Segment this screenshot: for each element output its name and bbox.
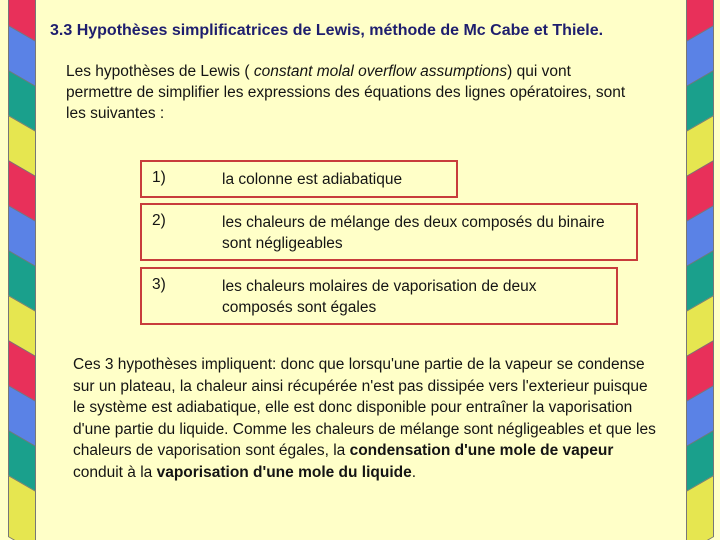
hypothesis-text: la colonne est adiabatique <box>222 171 403 188</box>
page-title: 3.3 Hypothèses simplificatrices de Lewis, méthode de Mc Cabe et Thiele. <box>50 22 604 39</box>
right-decorative-border <box>676 0 720 540</box>
left-decorative-border <box>0 0 44 540</box>
hypothesis-text: les chaleurs de mélange des deux composés du binaire sont négligeables <box>222 214 605 252</box>
hypothesis-number: 3) <box>152 276 166 293</box>
hypothesis-box-1 <box>140 160 458 198</box>
hypothesis-box-3 <box>140 267 618 325</box>
hypothesis-number: 1) <box>152 169 166 186</box>
intro-italic-term: constant molal overflow assumptions <box>253 63 508 80</box>
hypothesis-box-2 <box>140 203 638 261</box>
conclusion-paragraph: Ces 3 hypothèses impliquent: donc que lorsqu'une partie de la vapeur se condense sur un plateau, la chaleur ainsi récupérée n'est pas dissipée vers l'exterieur puisque le système est adiabatique, elle est donc disponible pour entraîner la vaporisation d'une partie du liquide. Comme les chaleurs de mélange sont négligeables et que les chaleurs de vaporisation sont égales, la condensation d'une mole de vapeur conduit à la vaporisation d'une mole du liquide. <box>73 356 656 481</box>
hypothesis-number: 2) <box>152 212 166 229</box>
bold-vaporisation: vaporisation d'une mole du liquide <box>156 463 412 481</box>
hypothesis-text: les chaleurs molaires de vaporisation de deux composés sont égales <box>222 278 537 316</box>
bold-condensation: condensation d'une mole de vapeur <box>349 442 614 459</box>
intro-paragraph: Les hypothèses de Lewis ( constant molal overflow assumptions) qui vont permettre de simplifier les expressions des équations des lignes opératoires, sont les suivantes : <box>66 63 626 122</box>
